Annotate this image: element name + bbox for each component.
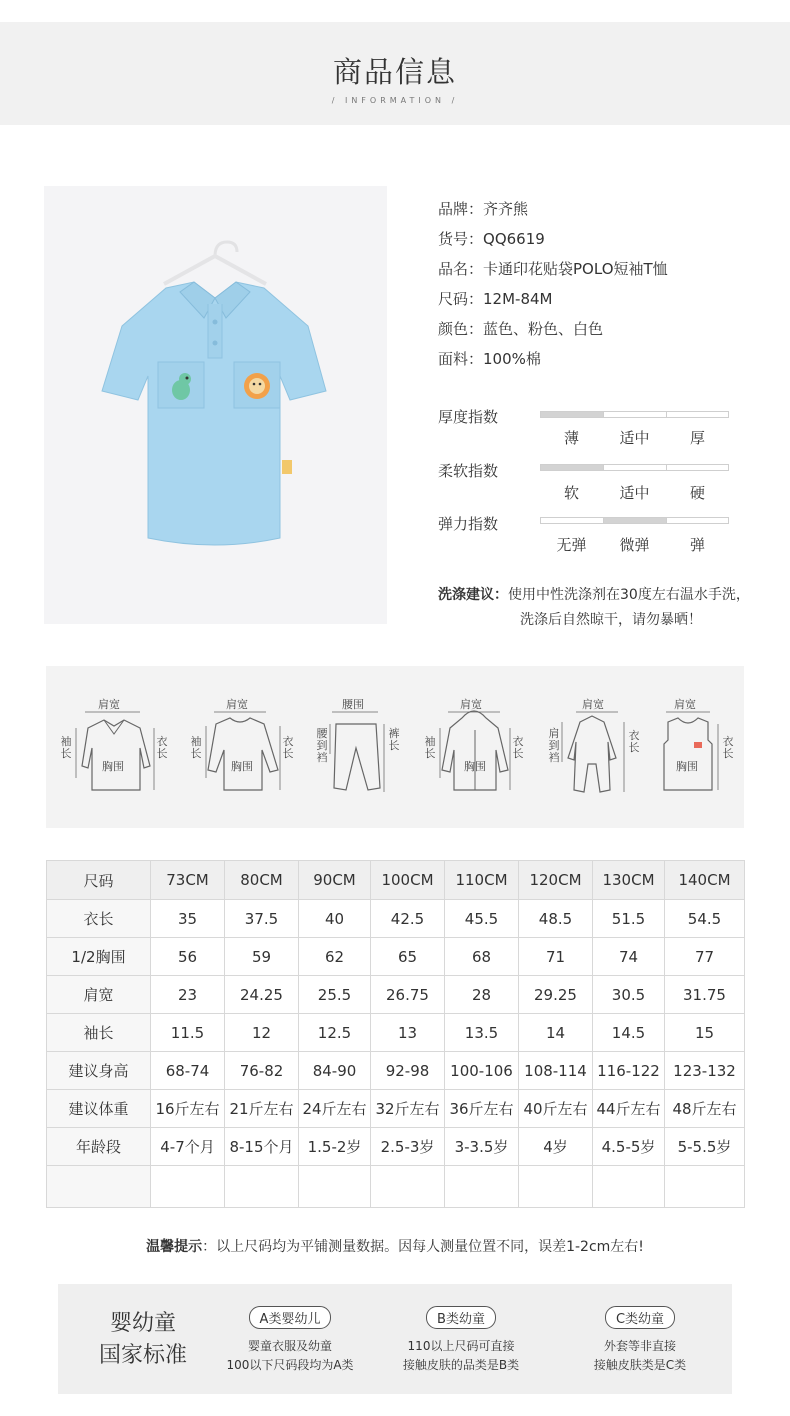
table-cell (519, 1166, 593, 1208)
softness-option-soft: 软 (563, 484, 579, 502)
softness-index-bar (540, 464, 729, 471)
table-cell: 108-114 (519, 1052, 593, 1090)
table-cell: 8-15个月 (225, 1128, 299, 1166)
table-cell: 13.5 (445, 1014, 519, 1052)
index-divider (666, 411, 667, 418)
info-name-label: 品名： (438, 260, 484, 278)
table-cell: 3-3.5岁 (445, 1128, 519, 1166)
row-label: 建议体重 (47, 1090, 151, 1128)
category-b-badge: B类幼童 (426, 1306, 496, 1329)
measurement-tip (0, 1236, 790, 1256)
category-c-desc (555, 1337, 725, 1375)
size-table-header (47, 861, 745, 900)
category-a-badge: A类婴幼儿 (249, 1306, 332, 1329)
standard-category-b (376, 1284, 546, 1375)
table-cell: 5-5.5岁 (665, 1128, 745, 1166)
size-header-80: 80CM (225, 861, 299, 900)
diagram-label-right: 衣长 (628, 729, 640, 754)
thickness-option-medium: 适中 (619, 429, 650, 447)
table-cell: 36斤左右 (445, 1090, 519, 1128)
wash-advice-label: 洗涤建议： (438, 587, 508, 603)
diagram-hoodie (404, 666, 524, 828)
category-c-line2: 接触皮肤类是C类 (593, 1358, 687, 1372)
info-sku-label: 货号： (438, 230, 484, 248)
table-cell: 24.25 (225, 976, 299, 1014)
table-cell: 68 (445, 938, 519, 976)
diagram-label-top: 肩宽 (582, 698, 604, 711)
index-divider (666, 464, 667, 471)
category-a-line1: 婴童衣服及幼童 (247, 1339, 332, 1353)
thickness-index-fill (541, 412, 603, 417)
info-size-label: 尺码： (438, 290, 484, 308)
diagram-label-left: 袖长 (190, 735, 202, 760)
diagram-label-right: 衣长 (512, 735, 524, 760)
softness-option-medium: 适中 (619, 484, 650, 502)
diagram-label-right: 衣长 (282, 735, 294, 760)
page-subtitle: / INFORMATION / (331, 96, 459, 105)
table-cell: 71 (519, 938, 593, 976)
diagram-label-left: 袖长 (424, 735, 436, 760)
row-label: 建议身高 (47, 1052, 151, 1090)
table-cell: 14 (519, 1014, 593, 1052)
diagram-label-center: 胸围 (231, 760, 253, 773)
romper-icon (520, 666, 634, 828)
info-name (438, 258, 668, 279)
diagram-label-left: 腰到裆 (316, 727, 328, 764)
table-cell: 44斤左右 (593, 1090, 665, 1128)
table-cell: 13 (371, 1014, 445, 1052)
info-color (438, 318, 603, 339)
info-sku-value: QQ6619 (483, 230, 545, 248)
table-cell: 92-98 (371, 1052, 445, 1090)
wash-advice-line1: 使用中性洗涤剂在30度左右温水手洗， (508, 587, 750, 603)
softness-index-label: 柔软指数 (438, 462, 499, 480)
table-cell: 37.5 (225, 900, 299, 938)
tip-label: 温馨提示 (146, 1239, 203, 1255)
table-row-empty (47, 1166, 745, 1208)
table-cell: 4.5-5岁 (593, 1128, 665, 1166)
size-header-100: 100CM (371, 861, 445, 900)
table-cell: 14.5 (593, 1014, 665, 1052)
table-cell: 35 (151, 900, 225, 938)
row-label: 衣长 (47, 900, 151, 938)
thickness-option-thin: 薄 (563, 429, 579, 447)
table-cell: 51.5 (593, 900, 665, 938)
table-cell: 31.75 (665, 976, 745, 1014)
table-cell: 48斤左右 (665, 1090, 745, 1128)
table-cell (151, 1166, 225, 1208)
table-cell: 56 (151, 938, 225, 976)
info-fabric-value: 100%棉 (483, 350, 541, 368)
index-divider (603, 411, 604, 418)
table-cell: 62 (299, 938, 371, 976)
table-cell: 40 (299, 900, 371, 938)
index-divider (666, 517, 667, 524)
table-row (47, 938, 745, 976)
table-cell: 12.5 (299, 1014, 371, 1052)
table-cell: 48.5 (519, 900, 593, 938)
hoodie-icon (404, 666, 518, 828)
table-row (47, 976, 745, 1014)
table-cell: 12 (225, 1014, 299, 1052)
table-cell: 1.5-2岁 (299, 1128, 371, 1166)
table-cell: 65 (371, 938, 445, 976)
table-cell: 68-74 (151, 1052, 225, 1090)
table-cell: 29.25 (519, 976, 593, 1014)
standard-title-line1: 婴幼童 (109, 1311, 176, 1336)
standard-title-line2: 国家标准 (98, 1343, 187, 1368)
info-fabric-label: 面料： (438, 350, 484, 368)
diagram-label-right: 衣长 (156, 735, 168, 760)
size-header-label: 尺码 (47, 861, 151, 900)
diagram-label-right: 裤长 (388, 727, 400, 752)
table-cell: 4-7个月 (151, 1128, 225, 1166)
standard-category-a (205, 1284, 375, 1375)
table-cell: 84-90 (299, 1052, 371, 1090)
table-cell: 59 (225, 938, 299, 976)
diagram-vest (632, 666, 746, 828)
table-cell: 30.5 (593, 976, 665, 1014)
table-cell (371, 1166, 445, 1208)
size-table (46, 860, 745, 1208)
vest-icon (632, 666, 746, 828)
thickness-index-label: 厚度指数 (438, 408, 499, 426)
table-cell: 24斤左右 (299, 1090, 371, 1128)
table-cell: 26.75 (371, 976, 445, 1014)
table-cell: 21斤左右 (225, 1090, 299, 1128)
table-cell: 77 (665, 938, 745, 976)
category-c-line1: 外套等非直接 (603, 1339, 676, 1353)
tip-text: ：以上尺码均为平铺测量数据。因每人测量位置不同，误差1-2cm左右! (202, 1239, 644, 1255)
table-cell (225, 1166, 299, 1208)
table-cell: 40斤左右 (519, 1090, 593, 1128)
size-header-90: 90CM (299, 861, 371, 900)
table-cell: 15 (665, 1014, 745, 1052)
elasticity-index-bar (540, 517, 729, 524)
diagram-label-right: 衣长 (722, 735, 734, 760)
shirt-icon (58, 666, 172, 828)
row-label: 肩宽 (47, 976, 151, 1014)
info-size-value: 12M-84M (483, 290, 553, 308)
table-cell: 123-132 (665, 1052, 745, 1090)
table-cell: 42.5 (371, 900, 445, 938)
row-label: 1/2胸围 (47, 938, 151, 976)
wash-advice (438, 583, 783, 608)
size-header-120: 120CM (519, 861, 593, 900)
table-cell: 23 (151, 976, 225, 1014)
category-b-line2: 接触皮肤的品类是B类 (402, 1358, 520, 1372)
info-size (438, 288, 553, 309)
table-cell (445, 1166, 519, 1208)
diagram-label-center: 胸围 (464, 760, 486, 773)
elasticity-option-stretch: 弹 (689, 536, 705, 554)
elasticity-option-none: 无弹 (556, 536, 587, 554)
category-c-badge: C类幼童 (605, 1306, 675, 1329)
softness-index-fill (541, 465, 603, 470)
category-a-line2: 100以下尺码段均为A类 (226, 1358, 354, 1372)
size-header-140: 140CM (665, 861, 745, 900)
polo-shirt-image (44, 186, 387, 624)
diagram-label-center: 胸围 (102, 760, 124, 773)
diagram-pants (290, 666, 404, 828)
diagram-shirt (58, 666, 172, 828)
table-cell: 32斤左右 (371, 1090, 445, 1128)
diagram-label-top: 肩宽 (98, 698, 120, 711)
size-header-110: 110CM (445, 861, 519, 900)
table-row (47, 900, 745, 938)
diagram-label-top: 肩宽 (226, 698, 248, 711)
wash-advice-line2: 洗涤后自然晾干，请勿暴晒！ (520, 612, 702, 628)
thickness-option-thick: 厚 (689, 429, 705, 447)
national-standard (58, 1284, 732, 1394)
diagram-label-left: 肩到裆 (548, 727, 560, 764)
pants-icon (290, 666, 404, 828)
table-cell: 28 (445, 976, 519, 1014)
index-divider (603, 517, 604, 524)
table-cell: 54.5 (665, 900, 745, 938)
info-fabric (438, 348, 541, 369)
elasticity-option-slight: 微弹 (619, 536, 650, 554)
table-cell (299, 1166, 371, 1208)
diagram-sweater (174, 666, 294, 828)
table-row (47, 1128, 745, 1166)
table-cell: 116-122 (593, 1052, 665, 1090)
row-label: 年龄段 (47, 1128, 151, 1166)
table-cell: 45.5 (445, 900, 519, 938)
category-b-line1: 110以上尺码可直接 (407, 1339, 515, 1353)
diagram-label-left: 袖长 (60, 735, 72, 760)
info-brand-label: 品牌： (438, 200, 484, 218)
category-b-desc (376, 1337, 546, 1375)
elasticity-index-label: 弹力指数 (438, 515, 499, 533)
index-divider (603, 464, 604, 471)
table-cell: 100-106 (445, 1052, 519, 1090)
info-color-label: 颜色： (438, 320, 484, 338)
table-cell: 25.5 (299, 976, 371, 1014)
table-cell: 4岁 (519, 1128, 593, 1166)
info-sku (438, 228, 545, 249)
row-label: 袖长 (47, 1014, 151, 1052)
diagram-label-top: 肩宽 (460, 698, 482, 711)
product-photo (44, 186, 387, 624)
elasticity-index-fill (604, 518, 666, 523)
table-row (47, 1014, 745, 1052)
info-brand-value: 齐齐熊 (483, 200, 529, 218)
thickness-index-bar (540, 411, 729, 418)
info-name-value: 卡通印花贴袋POLO短袖T恤 (483, 260, 668, 278)
category-a-desc (205, 1337, 375, 1375)
table-cell: 11.5 (151, 1014, 225, 1052)
diagram-romper (520, 666, 640, 828)
info-brand (438, 198, 528, 219)
table-cell (665, 1166, 745, 1208)
info-color-value: 蓝色、粉色、白色 (483, 320, 604, 338)
table-row (47, 1052, 745, 1090)
table-cell: 16斤左右 (151, 1090, 225, 1128)
table-cell (593, 1166, 665, 1208)
measurement-diagrams (46, 666, 744, 828)
table-row (47, 1090, 745, 1128)
table-cell: 76-82 (225, 1052, 299, 1090)
size-header-73: 73CM (151, 861, 225, 900)
diagram-label-top: 肩宽 (674, 698, 696, 711)
table-cell (47, 1166, 151, 1208)
standard-category-c (555, 1284, 725, 1375)
table-cell: 74 (593, 938, 665, 976)
page-title: 商品信息 (332, 55, 457, 89)
diagram-label-top: 腰围 (342, 698, 364, 711)
sweater-icon (174, 666, 288, 828)
softness-option-hard: 硬 (689, 484, 705, 502)
diagram-label-center: 胸围 (676, 760, 698, 773)
size-header-130: 130CM (593, 861, 665, 900)
table-cell: 2.5-3岁 (371, 1128, 445, 1166)
